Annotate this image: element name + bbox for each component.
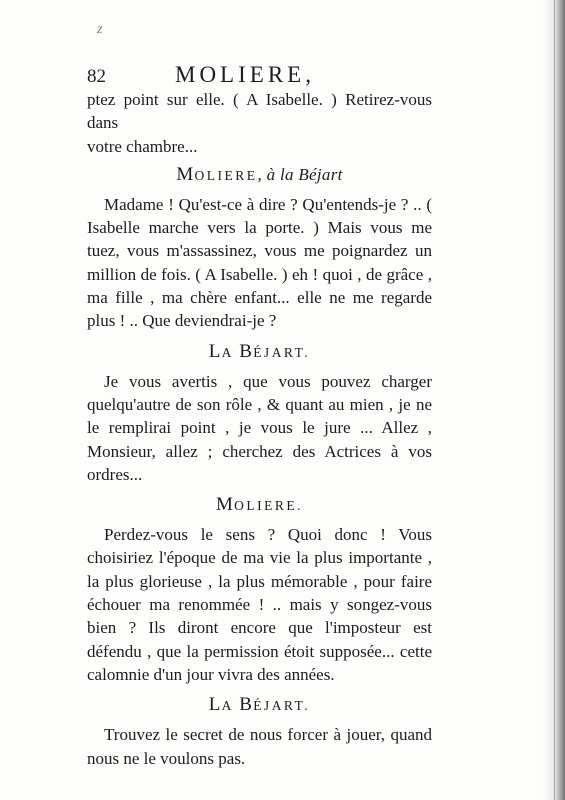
running-title: MOLIERE, <box>175 62 315 87</box>
speaker-name-rest: ÉJART. <box>253 344 311 360</box>
speech-3: Je vous avertis , que vous pouvez charger quelqu'autre de son rôle , & quant au mien , je ne le remplirai point , je vous le jure ... Allez , Monsieur, allez ; cherchez des Actrices à vos ordres... <box>87 371 432 484</box>
speaker-la-bejart <box>87 694 432 717</box>
speaker-name-rest: A <box>221 344 234 360</box>
page-number: 82 <box>87 66 106 87</box>
page-edge-line <box>554 0 555 800</box>
speech-2: Madame ! Qu'est-ce à dire ? Qu'entends-je ? .. ( Isabelle marche vers la porte. ) Mais vous me tuez, vous m'assassinez, vous me poignardez un million de fois. ( A Isabelle. ) eh ! quoi , de grâce , ma fille , ma chère enfant... elle ne me regarde plus ! .. Que deviendrai-je ? <box>87 194 432 331</box>
speaker-name-rest: OLIERE <box>194 167 258 183</box>
speaker-moliere-a-la-bejart <box>87 164 432 187</box>
stage-direction: , à la Béjart <box>257 164 343 184</box>
speaker-initial: L <box>208 694 222 716</box>
speech-5: Trouvez le secret de nous forcer à jouer, quand nous ne le voulons pas. <box>87 725 432 768</box>
speaker-name-rest: A <box>221 698 234 714</box>
running-head <box>87 58 432 94</box>
speaker-moliere <box>87 494 432 517</box>
speech-1-line-1: ptez point sur elle. ( A Isabelle. ) Retirez-vous dans <box>87 90 432 133</box>
speaker-initial: B <box>239 694 254 716</box>
speech-4: Perdez-vous le sens ? Quoi donc ! Vous choisiriez l'époque de ma vie la plus importante , la plus glorieuse , la plus mémorable , pour faire échouer ma renommée ! .. mais y songez-vous bien ? Ils diront encore que l'imposteur est défendu , que la permission étoit supposée... cette calomnie d'un jour vivra des années. <box>87 525 432 684</box>
speech-1-line-2: votre chambre... <box>87 136 198 156</box>
corner-mark: z <box>97 22 103 37</box>
speaker-initial: L <box>208 340 222 362</box>
speaker-initial: M <box>176 163 195 185</box>
speaker-initial: B <box>239 340 254 362</box>
speaker-la-bejart <box>87 341 432 364</box>
speaker-name-rest: OLIERE. <box>234 498 304 514</box>
speaker-name-rest: ÉJART. <box>253 698 311 714</box>
text-block <box>87 58 432 770</box>
speaker-initial: M <box>215 494 235 516</box>
